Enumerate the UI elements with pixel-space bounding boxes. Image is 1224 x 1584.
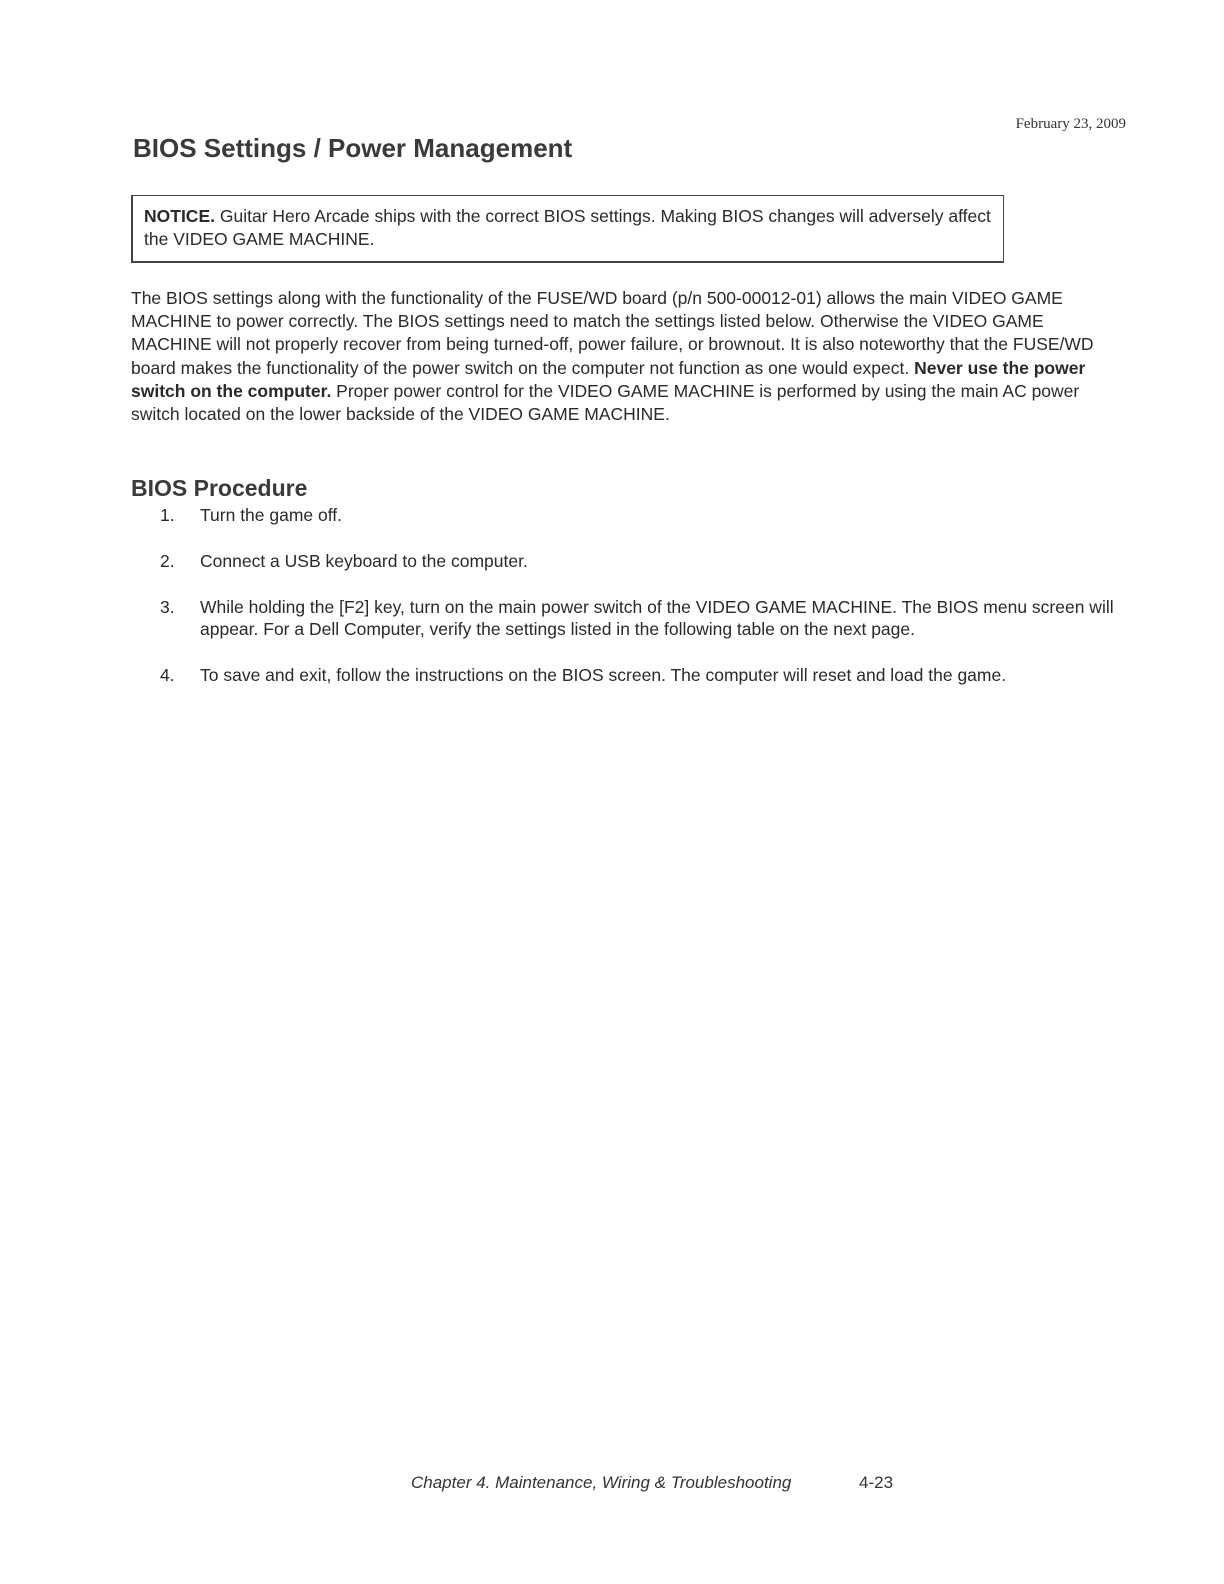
intro-emphasis: Never use the power switch on the computer. — [131, 357, 1086, 401]
step-text: Turn the game off. — [200, 505, 343, 525]
page-title: BIOS Settings / Power Management — [133, 133, 573, 163]
step-item — [160, 664, 1120, 686]
step-number: 1. — [160, 505, 175, 525]
step-item — [160, 504, 1120, 526]
procedure-steps — [160, 504, 1120, 710]
step-number: 3. — [160, 597, 175, 617]
footer-chapter: Chapter 4. Maintenance, Wiring & Troubleshooting — [411, 1473, 792, 1492]
step-number: 2. — [160, 551, 175, 571]
section-title-bios-procedure: BIOS Procedure — [131, 475, 308, 501]
notice-box — [131, 195, 1004, 263]
step-item — [160, 596, 1120, 640]
page-number: 4-23 — [859, 1473, 894, 1492]
step-number: 4. — [160, 665, 175, 685]
document-date: February 23, 2009 — [1015, 116, 1126, 132]
intro-paragraph — [131, 287, 1121, 426]
notice-label: NOTICE. — [144, 206, 215, 226]
step-text: While holding the [F2] key, turn on the main power switch of the VIDEO GAME MACHINE. The BIOS menu screen will appear. For a Dell Computer, verify the settings listed in the following table on the next page. — [200, 597, 1114, 639]
intro-text-part2: Proper power control for the VIDEO GAME MACHINE is performed by using the main AC power switch located on the lower backside of the VIDEO GAME MACHINE. — [131, 380, 1080, 425]
notice-text: Guitar Hero Arcade ships with the correct BIOS settings. Making BIOS changes will adversely affect the VIDEO GAME MACHINE. — [144, 206, 991, 249]
intro-text-part1: The BIOS settings along with the functionality of the FUSE/WD board (p/n 500-00012-01) allows the main VIDEO GAME MACHINE to power correctly. The BIOS settings need to match the settings listed below. Otherwise the VIDEO GAME MACHINE will not properly recover from being turned-off, power failure, or brownout. It is also noteworthy that the FUSE/WD board makes the functionality of the power switch on the computer not function as one would expect. — [131, 288, 1094, 378]
step-text: Connect a USB keyboard to the computer. — [200, 551, 528, 571]
step-item — [160, 550, 1120, 572]
step-text: To save and exit, follow the instructions on the BIOS screen. The computer will reset and load the game. — [200, 665, 1007, 685]
